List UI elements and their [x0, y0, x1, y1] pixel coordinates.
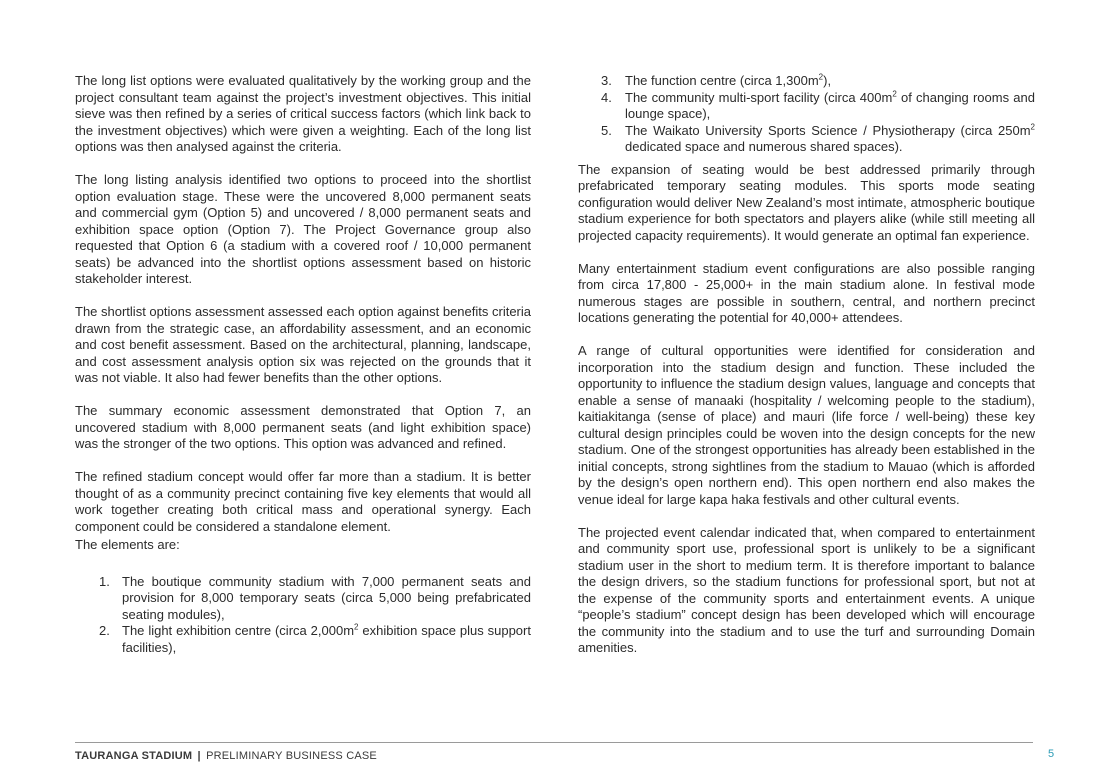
paragraph-shortlist-assessment: The shortlist options assessment assessed each option against benefits criteria drawn from the strategic case, an affordability assessment, and an economic and cost benefit assessment. Based on the architectural, planning, landscape, and cost assessment analysis option six was rejected on the grounds that it was not viable. It also had fewer benefits than the other options.: [75, 304, 531, 385]
list-number: 5.: [601, 122, 612, 138]
paragraph-long-listing-analysis: The long listing analysis identified two options to proceed into the shortlist option evaluation stage. These were the uncovered 8,000 permanent seats and commercial gym (Option 5) and uncovered / 8,000 permanent seats and exhibition space option (Option 7). The Project Governance group also requested that Option 6 (a stadium with a covered roof / 10,000 permanent seats) be advanced into the shortlist options assessment based on historic stakeholder interest.: [75, 172, 531, 286]
page-number: 5: [1048, 748, 1055, 760]
footer-divider: [75, 742, 1033, 743]
paragraph-refined-concept: The refined stadium concept would offer far more than a stadium. It is better thought of as a community precinct containing five key elements that would all work together creating both critical mass and operational synergy. Each component could be considered a standalone element.: [75, 469, 531, 534]
list-item-text: The light exhibition centre (circa $2,000m^2$ exhibition space plus support facilities),: [122, 622, 531, 655]
list-item-text: The Waikato University Sports Science / Physiotherapy (circa $250m^2$ dedicated space and numerous shared spaces).: [625, 122, 1035, 154]
list-item: [578, 90, 1035, 123]
paragraph-cultural-opportunities: A range of cultural opportunities were identified for consideration and incorporation into the stadium design and function. These included the opportunity to influence the stadium design values, language and concepts that enable a sense of manaaki (hospitality / welcoming people to the stadium), kaitiakitanga (sense of place) and mauri (life force / well-being) these key cultural design principles could be woven into the design concepts for the new stadium. One of the strongest opportunities has already been established in the initial concepts, strong sightlines from the stadium to Mauao (which is afforded by the design’s open northern end). This open northern end also makes the venue ideal for large kapa haka festivals and other cultural events.: [578, 343, 1035, 507]
list-item: [578, 73, 1035, 90]
list-item-text: The function centre (circa $1,300m^2$),: [625, 72, 832, 88]
paragraph-event-calendar: The projected event calendar indicated that, when compared to entertainment and community sport use, professional sport is unlikely to be a significant stadium user in the short to medium term. It is therefore important to balance the design drivers, so the stadium functions for professional sport, but not at the expense of the community sports and entertainment events. A unique “people’s stadium” concept design has been developed which will encourage the community into the stadium and to use the turf and surrounding Domain amenities.: [578, 524, 1035, 655]
list-item: [75, 623, 531, 656]
paragraph-long-list-evaluation: The long list options were evaluated qualitatively by the working group and the project consultant team against the project’s investment objectives. This initial sieve was then refined by a series of critical success factors (which link back to the investment objectives) which were given a weighting. Each of the long list options was then analysed against the criteria.: [75, 73, 531, 154]
paragraph-seating-expansion: The expansion of seating would be best addressed primarily through prefabricated temporary seating modules. This sports mode seating configuration would deliver New Zealand’s most intimate, atmospheric boutique stadium experience for both spectators and players alike (while still meeting all projected capacity requirements). It would generate an optimal fan experience.: [578, 161, 1035, 243]
footer-brand: TAURANGA STADIUM: [75, 750, 193, 762]
footer-subtitle: PRELIMINARY BUSINESS CASE: [206, 750, 377, 762]
list-item-text: The boutique community stadium with 7,000 permanent seats and provision for 8,000 temporary seats (circa 5,000 being prefabricated seating modules),: [122, 573, 531, 622]
list-number: 1.: [99, 573, 110, 589]
elements-list-part-2: [578, 73, 1035, 156]
list-item-text: The community multi-sport facility (circa $400m^2$ of changing rooms and lounge space),: [625, 89, 1035, 121]
right-column: [578, 73, 1035, 673]
list-number: 2.: [99, 623, 110, 638]
elements-lead: The elements are:: [75, 537, 180, 552]
list-number: 3.: [601, 73, 612, 88]
list-item: [578, 123, 1035, 156]
list-number: 4.: [601, 89, 612, 105]
paragraph-economic-assessment: The summary economic assessment demonstrated that Option 7, an uncovered stadium with 8,000 permanent seats (and light exhibition space) was the stronger of the two options. This option was advanced and refined.: [75, 403, 531, 451]
paragraph-entertainment-configurations: Many entertainment stadium event configurations are also possible ranging from circa 17,800 - 25,000+ in the main stadium alone. In festival mode numerous stages are possible in southern, central, and northern precinct locations generating the potential for 40,000+ attendees.: [578, 260, 1035, 325]
footer-separator: |: [197, 750, 201, 762]
left-column: [75, 73, 531, 656]
elements-list-part-1: [75, 574, 531, 657]
list-item: [75, 574, 531, 624]
footer: [75, 750, 377, 762]
